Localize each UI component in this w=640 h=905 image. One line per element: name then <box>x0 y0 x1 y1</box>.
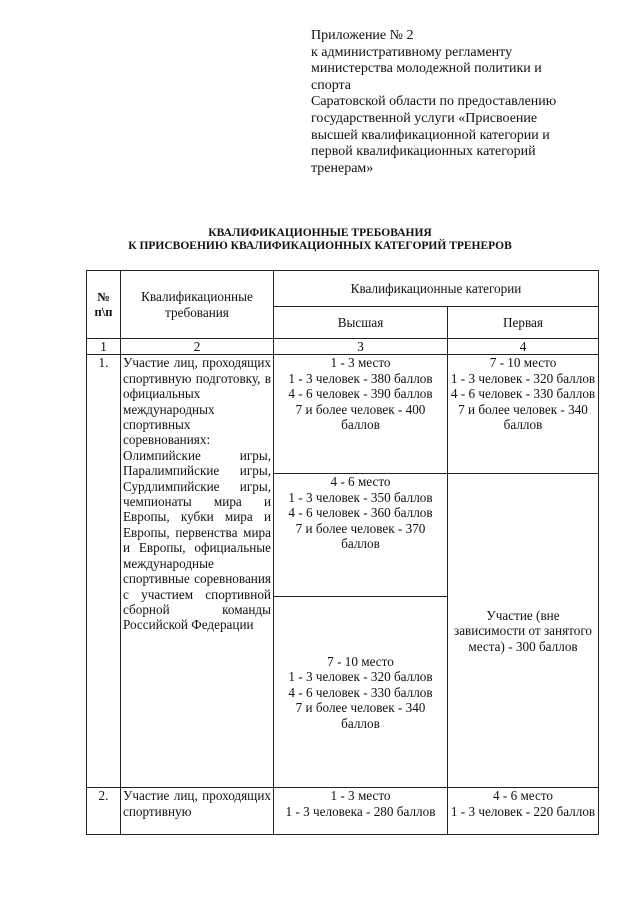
col-number-4: 4 <box>448 339 599 355</box>
row-1-higher-places-7-10: 7 - 10 место 1 - 3 человек - 320 баллов 4 - 6 человек - 330 баллов 7 и более человек - 340 баллов <box>274 597 448 788</box>
row-2-first: 4 - 6 место 1 - 3 человек - 220 баллов <box>448 788 599 835</box>
table-row <box>87 355 599 474</box>
row-1-num: 1. <box>87 355 121 788</box>
row-2-num: 2. <box>87 788 121 835</box>
row-1-higher-places-4-6: 4 - 6 место 1 - 3 человек - 350 баллов 4 - 6 человек - 360 баллов 7 и более человек - 370 баллов <box>274 474 448 597</box>
col-number-1: 1 <box>87 339 121 355</box>
header-num: № п\п <box>87 271 121 339</box>
row-1-higher-places-1-3: 1 - 3 место 1 - 3 человек - 380 баллов 4 - 6 человек - 390 баллов 7 и более человек - 400 баллов <box>274 355 448 474</box>
header-requirements: Квалификационные требования <box>121 271 274 339</box>
header-first: Первая <box>448 306 599 338</box>
col-number-3: 3 <box>274 339 448 355</box>
row-1-requirement: Участие лиц, проходящих спортивную подготовку, в официальных международных спортивных соревнованиях: Олимпийские игры, Паралимпийские игры, Сурдлимпийские игры, чемпионаты мира и Европы, кубки мира и Европы, первенства мира и Европы, официальные международные спортивные соревнования с участием спортивной сборной команды Российской Федерации <box>121 355 274 788</box>
header-higher: Высшая <box>274 306 448 338</box>
header-categories: Квалификационные категории <box>274 271 599 307</box>
title-line-1: КВАЛИФИКАЦИОННЫЕ ТРЕБОВАНИЯ <box>208 227 432 239</box>
column-number-row <box>87 339 599 355</box>
document-title <box>0 227 640 253</box>
row-2-higher: 1 - 3 место 1 - 3 человека - 280 баллов <box>274 788 448 835</box>
row-1-first-places-7-10: 7 - 10 место 1 - 3 человек - 320 баллов 4 - 6 человек - 330 баллов 7 и более человек - 340 баллов <box>448 355 599 474</box>
row-2-requirement: Участие лиц, проходящих спортивную <box>121 788 274 835</box>
annex-note: Приложение № 2 к административному регламенту министерства молодежной политики и спорта Саратовской области по предоставлению государственной услуги «Присвоение высшей квалификационной категории и первой квалификационных категорий тренерам» <box>311 28 557 176</box>
col-number-2: 2 <box>121 339 274 355</box>
table-row <box>87 788 599 835</box>
requirements-table <box>86 270 599 835</box>
header-row-1 <box>87 271 599 307</box>
title-line-2: К ПРИСВОЕНИЮ КВАЛИФИКАЦИОННЫХ КАТЕГОРИЙ ТРЕНЕРОВ <box>128 240 512 252</box>
row-1-first-participation: Участие (вне зависимости от занятого места) - 300 баллов <box>448 474 599 788</box>
